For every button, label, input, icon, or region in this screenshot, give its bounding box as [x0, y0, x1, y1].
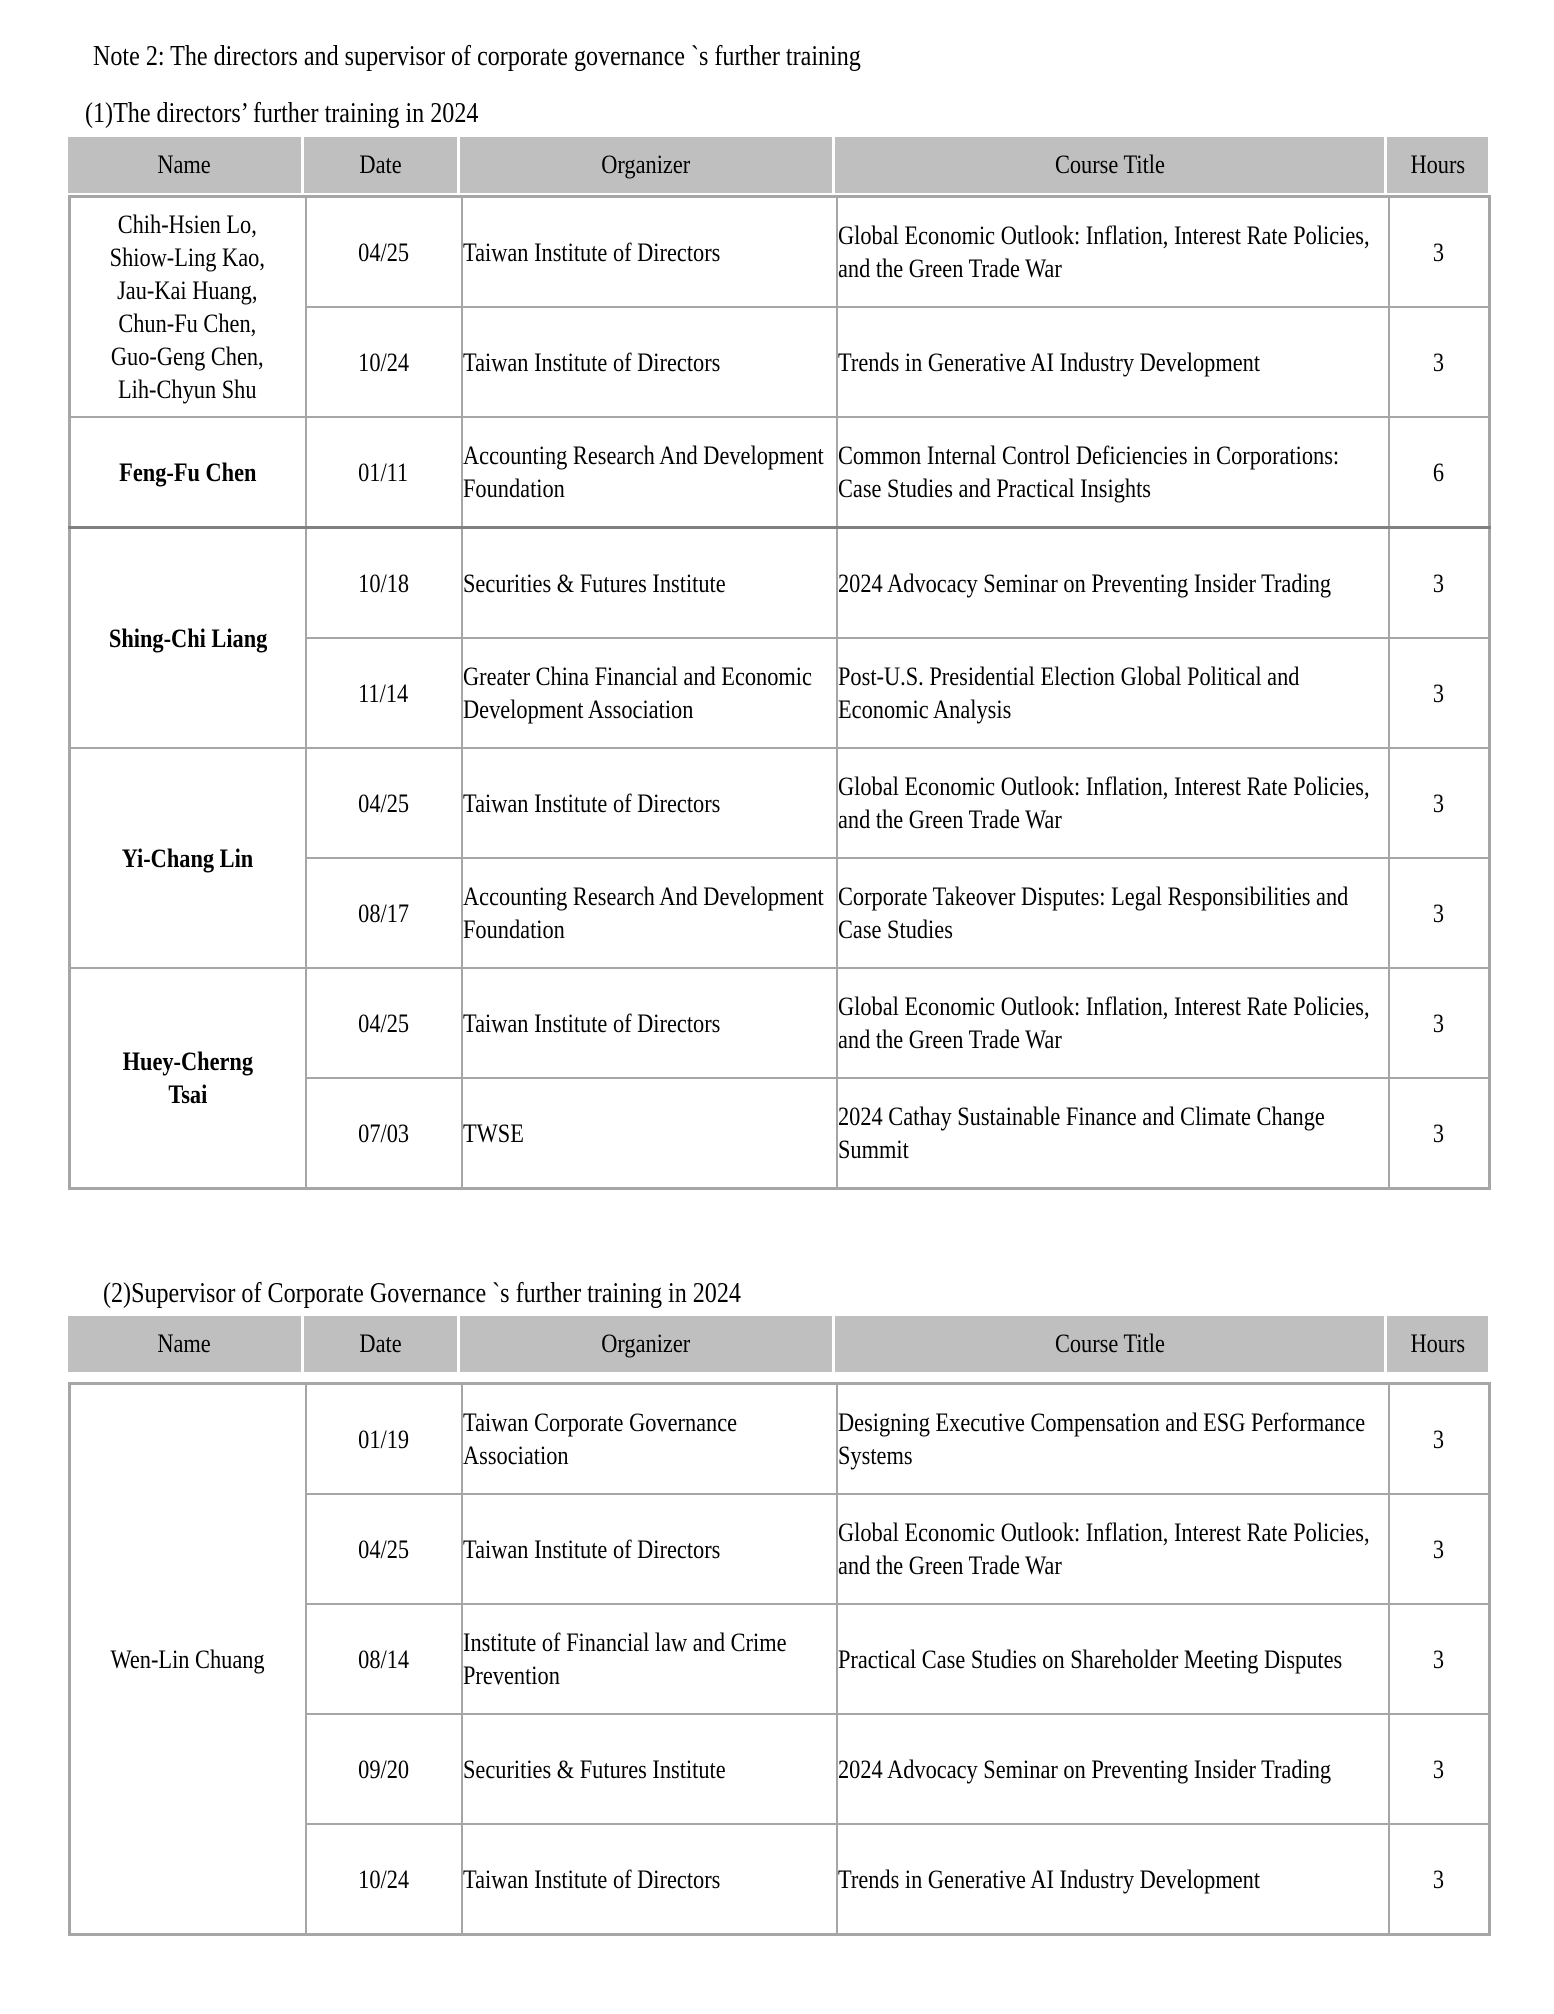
date-cell — [306, 1604, 462, 1714]
name-cell — [70, 748, 306, 968]
organizer-cell — [462, 1714, 837, 1824]
course-title-cell-text: Global Economic Outlook: Inflation, Interest Rate Policies, and the Green Trade War — [837, 992, 1370, 1054]
directors-training-table — [68, 195, 1491, 1190]
date-cell — [306, 417, 462, 528]
date-cell-text: 10/24 — [358, 347, 409, 377]
course-title-cell-text: 2024 Cathay Sustainable Finance and Climate Change Summit — [837, 1102, 1325, 1164]
organizer-cell — [462, 1078, 837, 1189]
table-row — [70, 968, 1490, 1078]
organizer-cell — [462, 197, 837, 308]
organizer-cell — [462, 748, 837, 858]
organizer-cell-text: Taiwan Institute of Directors — [462, 347, 720, 377]
participant-name: Guo-Geng Chen, — [111, 342, 265, 371]
col-header-label: Course Title — [1054, 150, 1165, 179]
date-cell — [306, 307, 462, 417]
participant-name: Lih-Chyun Shu — [118, 375, 258, 404]
date-cell-text: 08/14 — [358, 1644, 409, 1674]
supervisor-training-table — [68, 1382, 1491, 1936]
course-title-cell — [837, 1078, 1389, 1189]
col-header-label: Name — [157, 1329, 212, 1358]
col-header-organizer — [460, 137, 835, 193]
date-cell-text: 11/14 — [358, 678, 409, 708]
hours-cell-text: 3 — [1433, 1008, 1445, 1038]
organizer-cell — [462, 638, 837, 748]
date-cell-text: 04/25 — [358, 237, 409, 267]
hours-cell — [1389, 1714, 1490, 1824]
date-cell — [306, 748, 462, 858]
course-title-cell — [837, 1824, 1389, 1935]
hours-cell — [1389, 417, 1490, 528]
col-header-name — [68, 137, 304, 193]
hours-cell — [1389, 748, 1490, 858]
date-cell-text: 04/25 — [358, 788, 409, 818]
hours-cell — [1389, 528, 1490, 639]
hours-cell — [1389, 1604, 1490, 1714]
hours-cell — [1389, 858, 1490, 968]
hours-cell-text: 3 — [1433, 568, 1445, 598]
date-cell — [306, 1824, 462, 1935]
organizer-cell-text: Securities & Futures Institute — [462, 1754, 726, 1784]
col-header-date — [304, 137, 460, 193]
hours-cell-text: 3 — [1433, 1534, 1445, 1564]
course-title-cell-text: Trends in Generative AI Industry Development — [837, 1864, 1260, 1894]
hours-cell — [1389, 1078, 1490, 1189]
organizer-cell — [462, 417, 837, 528]
hours-cell-text: 3 — [1433, 1644, 1445, 1674]
col-header-label: Organizer — [601, 1329, 691, 1358]
organizer-cell-text: Accounting Research And Development Foundation — [462, 882, 824, 944]
organizer-cell-text: Taiwan Institute of Directors — [462, 237, 720, 267]
name-cell — [70, 968, 306, 1189]
participant-names — [119, 456, 256, 489]
participant-name: Jau-Kai Huang, — [117, 276, 258, 305]
hours-cell — [1389, 968, 1490, 1078]
directors-table-header — [68, 137, 1488, 193]
hours-cell-text: 3 — [1433, 1864, 1445, 1894]
course-title-cell-text: Post-U.S. Presidential Election Global Political and Economic Analysis — [837, 662, 1299, 724]
organizer-cell — [462, 528, 837, 639]
date-cell — [306, 968, 462, 1078]
hours-cell — [1389, 1824, 1490, 1935]
name-cell — [70, 1384, 306, 1935]
course-title-cell — [837, 748, 1389, 858]
participant-name: Tsai — [168, 1080, 208, 1109]
organizer-cell-text: Taiwan Corporate Governance Association — [462, 1408, 737, 1470]
section1-heading: (1)The directors’ further training in 2024 — [85, 98, 479, 129]
table-row — [70, 1384, 1490, 1495]
hours-cell-text: 6 — [1433, 457, 1445, 487]
name-cell — [70, 528, 306, 749]
col-header-course-title — [835, 137, 1387, 193]
name-cell — [70, 417, 306, 528]
organizer-cell — [462, 1824, 837, 1935]
table-row — [70, 417, 1490, 528]
course-title-cell-text: Global Economic Outlook: Inflation, Interest Rate Policies, and the Green Trade War — [837, 221, 1370, 283]
course-title-cell — [837, 1494, 1389, 1604]
course-title-cell — [837, 1714, 1389, 1824]
organizer-cell — [462, 1604, 837, 1714]
course-title-cell — [837, 307, 1389, 417]
col-header-label: Organizer — [601, 150, 691, 179]
date-cell-text: 10/18 — [358, 568, 409, 598]
hours-cell-text: 3 — [1433, 788, 1445, 818]
hours-cell-text: 3 — [1433, 347, 1445, 377]
organizer-cell — [462, 1494, 837, 1604]
organizer-cell — [462, 968, 837, 1078]
supervisor-table-header — [68, 1316, 1488, 1372]
col-header-label: Date — [359, 150, 402, 179]
col-header-hours — [1387, 1316, 1488, 1372]
course-title-cell-text: Practical Case Studies on Shareholder Meeting Disputes — [837, 1644, 1342, 1674]
col-header-label: Hours — [1410, 1329, 1465, 1358]
participant-names — [123, 1045, 253, 1111]
date-cell — [306, 197, 462, 308]
participant-name: Shing-Chi Liang — [108, 623, 267, 653]
course-title-cell — [837, 858, 1389, 968]
organizer-cell — [462, 1384, 837, 1495]
course-title-cell-text: Global Economic Outlook: Inflation, Interest Rate Policies, and the Green Trade War — [837, 1518, 1370, 1580]
participant-names — [122, 842, 254, 875]
date-cell-text: 07/03 — [358, 1118, 409, 1148]
note-title: Note 2: The directors and supervisor of corporate governance `s further training — [93, 41, 861, 72]
course-title-cell-text: Common Internal Control Deficiencies in Corporations: Case Studies and Practical Insights — [837, 441, 1339, 503]
hours-cell-text: 3 — [1433, 898, 1445, 928]
col-header-course-title — [835, 1316, 1387, 1372]
organizer-cell-text: Taiwan Institute of Directors — [462, 1008, 720, 1038]
participant-name: Chih-Hsien Lo, — [118, 210, 258, 239]
organizer-cell-text: TWSE — [462, 1118, 524, 1148]
participant-name: Yi-Chang Lin — [121, 843, 254, 873]
organizer-cell-text: Taiwan Institute of Directors — [462, 1864, 720, 1894]
organizer-cell-text: Taiwan Institute of Directors — [462, 788, 720, 818]
date-cell — [306, 1714, 462, 1824]
date-cell — [306, 638, 462, 748]
table-row — [70, 528, 1490, 639]
hours-cell-text: 3 — [1433, 237, 1445, 267]
date-cell-text: 10/24 — [358, 1864, 409, 1894]
organizer-cell — [462, 307, 837, 417]
date-cell-text: 09/20 — [358, 1754, 409, 1784]
col-header-label: Date — [359, 1329, 402, 1358]
course-title-cell — [837, 528, 1389, 639]
table-row — [70, 748, 1490, 858]
hours-cell — [1389, 307, 1490, 417]
course-title-cell — [837, 1604, 1389, 1714]
date-cell — [306, 858, 462, 968]
table-row — [70, 197, 1490, 308]
course-title-cell — [837, 638, 1389, 748]
hours-cell-text: 3 — [1433, 1424, 1445, 1454]
participant-names — [109, 622, 267, 655]
course-title-cell-text: Designing Executive Compensation and ESG Performance Systems — [837, 1408, 1365, 1470]
hours-cell — [1389, 1384, 1490, 1495]
hours-cell — [1389, 638, 1490, 748]
hours-cell-text: 3 — [1433, 678, 1445, 708]
course-title-cell — [837, 968, 1389, 1078]
organizer-cell-text: Accounting Research And Development Foundation — [462, 441, 824, 503]
date-cell-text: 04/25 — [358, 1008, 409, 1038]
participant-names — [111, 1643, 265, 1676]
participant-name: Shiow-Ling Kao, — [110, 243, 266, 272]
organizer-cell-text: Institute of Financial law and Crime Prevention — [462, 1628, 787, 1690]
course-title-cell-text: 2024 Advocacy Seminar on Preventing Insider Trading — [837, 1754, 1331, 1784]
date-cell-text: 04/25 — [358, 1534, 409, 1564]
section2-heading: (2)Supervisor of Corporate Governance `s further training in 2024 — [103, 1278, 741, 1309]
date-cell — [306, 1078, 462, 1189]
course-title-cell — [837, 197, 1389, 308]
participant-name: Wen-Lin Chuang — [110, 1644, 265, 1674]
hours-cell — [1389, 1494, 1490, 1604]
participant-name: Feng-Fu Chen — [119, 457, 257, 487]
hours-cell-text: 3 — [1433, 1118, 1445, 1148]
date-cell — [306, 1384, 462, 1495]
name-cell — [70, 197, 306, 418]
course-title-cell — [837, 1384, 1389, 1495]
date-cell — [306, 528, 462, 639]
col-header-organizer — [460, 1316, 835, 1372]
course-title-cell-text: Trends in Generative AI Industry Development — [837, 347, 1260, 377]
date-cell — [306, 1494, 462, 1604]
col-header-label: Hours — [1410, 150, 1465, 179]
hours-cell-text: 3 — [1433, 1754, 1445, 1784]
col-header-label: Name — [157, 150, 212, 179]
course-title-cell-text: 2024 Advocacy Seminar on Preventing Insider Trading — [837, 568, 1331, 598]
hours-cell — [1389, 197, 1490, 308]
col-header-label: Course Title — [1054, 1329, 1165, 1358]
organizer-cell-text: Securities & Futures Institute — [462, 568, 726, 598]
course-title-cell — [837, 417, 1389, 528]
date-cell-text: 08/17 — [358, 898, 409, 928]
col-header-name — [68, 1316, 304, 1372]
date-cell-text: 01/19 — [358, 1424, 409, 1454]
course-title-cell-text: Global Economic Outlook: Inflation, Interest Rate Policies, and the Green Trade War — [837, 772, 1370, 834]
participant-name: Huey-Cherng — [122, 1047, 253, 1076]
participant-names — [110, 208, 265, 406]
date-cell-text: 01/11 — [358, 457, 409, 487]
course-title-cell-text: Corporate Takeover Disputes: Legal Responsibilities and Case Studies — [837, 882, 1348, 944]
organizer-cell-text: Taiwan Institute of Directors — [462, 1534, 720, 1564]
organizer-cell-text: Greater China Financial and Economic Development Association — [462, 662, 812, 724]
col-header-hours — [1387, 137, 1488, 193]
col-header-date — [304, 1316, 460, 1372]
participant-name: Chun-Fu Chen, — [118, 309, 257, 338]
organizer-cell — [462, 858, 837, 968]
